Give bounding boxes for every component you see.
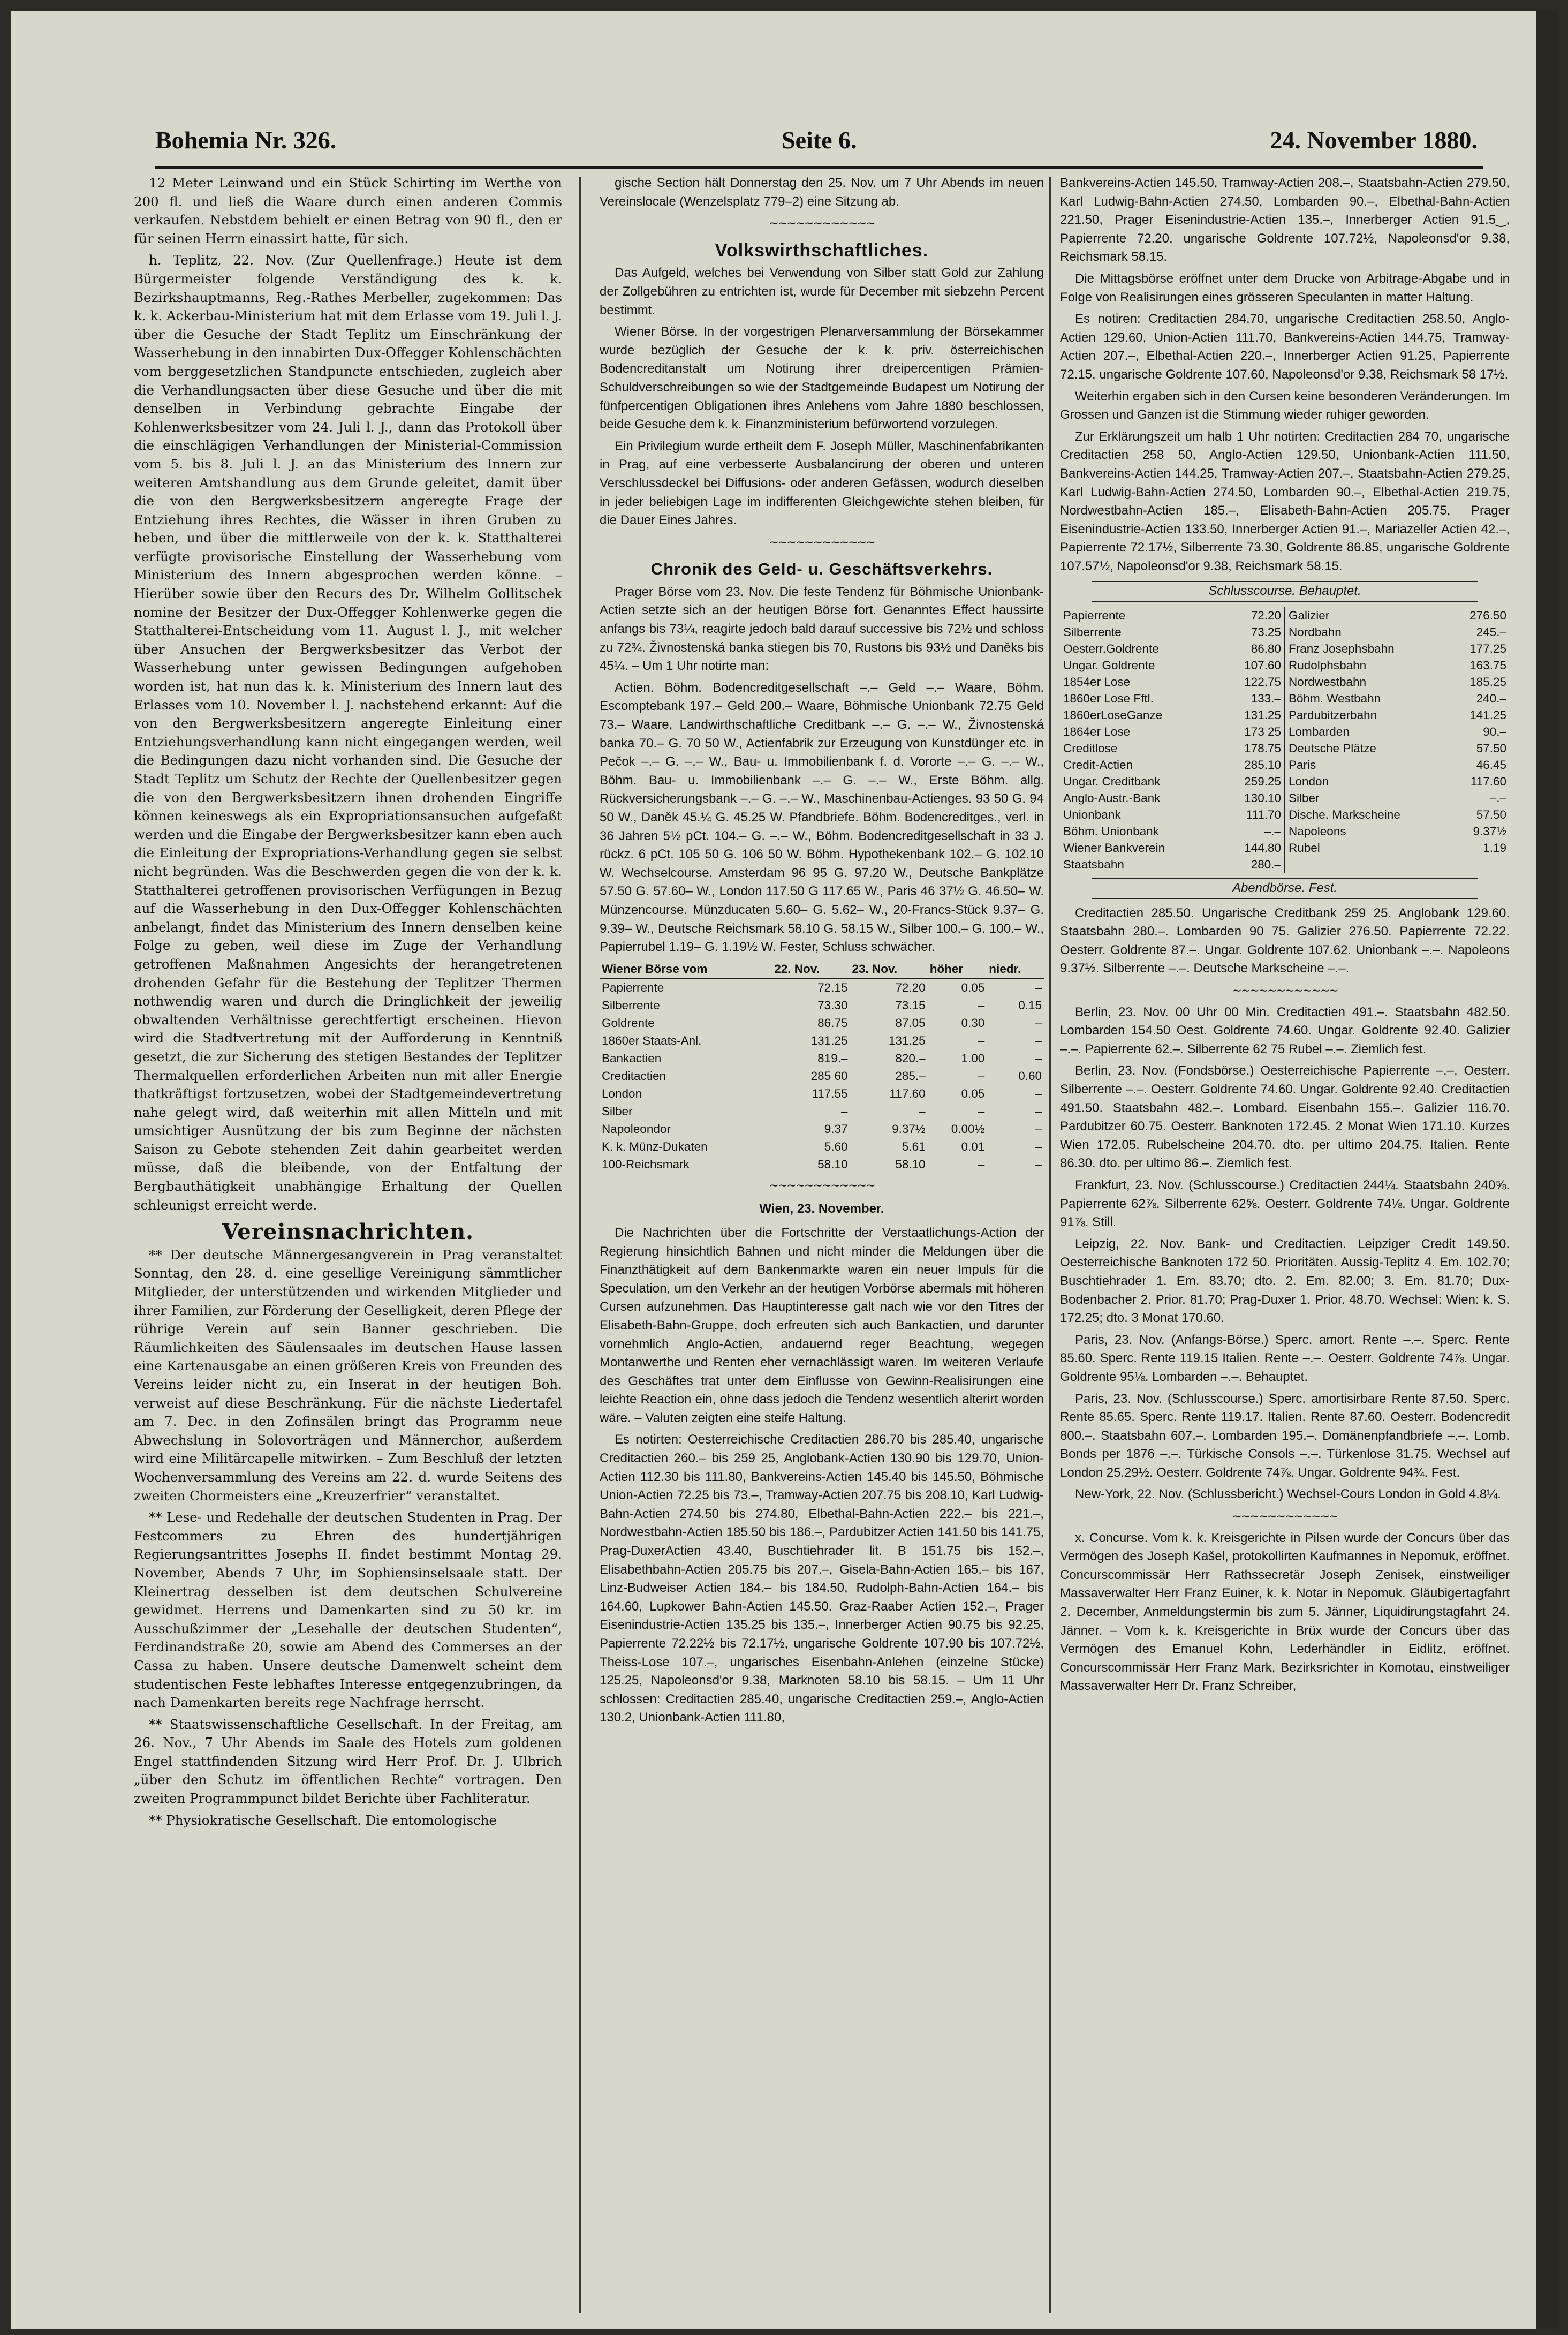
header-date: 24. November 1880. [1270,126,1478,154]
table-cell: 100-Reichsmark [602,1157,690,1171]
article-paragraph: Berlin, 23. Nov. 00 Uhr 00 Min. Creditactien 491.–. Staatsbahn 482.50. Lombarden 154.50 Oest. Goldrente 74.60. Ungar. Goldrente 92.40. Galizier –.–. Papierrente 62.–. Silberrente 62 75 Rubel –.–. Ziemlich fest. [1060,1004,1510,1056]
article-paragraph: Wiener Börse. In der vorgestrigen Plenarversammlung der Börsekammer wurde bezüglich der Gesuche der k. k. priv. österreichischen Bodencreditanstalt um Notirung ihrer dreipercentigen Prämien-Schuldverschreibungen so wie der Stadtgemeinde Budapest um Notirung der fünfpercentigen Obligationen ihres Anlehens vom Jahre 1880 beschlossen, beide Gesuche dem k. k. Finanzministerium befürwortend vorzulegen. [600,324,1044,432]
page-header [155,126,1478,158]
table-cell: 87.05 [895,1016,926,1030]
table-row [600,1102,1044,1120]
newspaper-page [11,11,1558,2329]
quote-name: Nordbahn [1289,625,1342,639]
quote-name: 1860erLoseGanze [1063,708,1163,722]
table-cell: 5.60 [824,1139,848,1153]
table-row [600,1138,1044,1155]
schlusscourse-table [1060,607,1510,873]
article-paragraph: Creditactien 285.50. Ungarische Creditbank 259 25. Anglobank 129.60. Staatsbahn 280.–. Lombarden 90 75. Galizier 276.50. Papierrente 72.22. Oesterr. Goldrente 87.–. Ungar. Goldrente 107.62. Unionbank –.–. Napoleons 9.37½. Silberrente –.–. Deutsche Markscheine –.–. [1060,905,1510,976]
table-cell: Napoleondor [602,1122,671,1136]
quote-name: Böhm. Unionbank [1063,825,1159,838]
table-header-cell: höher [928,960,987,978]
quote-value: 1.19 [1483,841,1506,855]
quote-name: Ungar. Goldrente [1063,659,1155,672]
table-cell: 73.15 [895,998,926,1012]
quote-name: Franz Josephsbahn [1289,642,1395,656]
quote-row [1285,790,1510,806]
quote-value: 90.– [1483,725,1506,739]
quote-row [1060,690,1284,707]
quote-row [1285,757,1510,773]
quote-value: 73.25 [1251,625,1281,639]
table-header-cell: 22. Nov. [772,960,850,978]
quote-row [1060,757,1284,773]
table-cell: 285.– [895,1069,926,1083]
quote-value: 185.25 [1469,675,1506,689]
table-row [600,1085,1044,1102]
quote-value: 111.70 [1246,808,1281,822]
table-cell: 117.60 [889,1086,926,1100]
table-cell: 117.55 [812,1086,848,1100]
table-cell: Silber [602,1104,633,1118]
quote-row [1285,707,1510,723]
quote-name: 1854er Lose [1063,675,1131,689]
decorative-rule: ∼∼∼∼∼∼∼∼∼∼∼∼ [769,1178,875,1192]
article-paragraph: ** Staatswissenschaftliche Gesellschaft. In der Freitag, am 26. Nov., 7 Uhr Abends im Saale des Hotels zum goldenen Engel stattfindenden Sitzung wird Herr Prof. Dr. J. Ulbrich „über den Schutz im öffentlichen Rechte“ vortragen. Den zweiten Programmpunct bildet Berichte über Fachliteratur. [134,1716,562,1807]
quote-name: Rudolphsbahn [1289,659,1367,672]
table-cell: – [1035,1051,1042,1065]
table-cell: 285 60 [810,1069,848,1083]
quote-value: 122.75 [1244,675,1281,689]
quote-value: 57.50 [1476,742,1506,755]
article-paragraph: Das Aufgeld, welches bei Verwendung von Silber statt Gold zur Zahlung der Zollgebühren zu entrichten ist, wurde für December mit siebzehn Percent bestimmt. [600,266,1044,318]
quote-name: Galizier [1289,609,1330,623]
column-1 [134,174,562,2310]
quote-name: Nordwestbahn [1289,675,1367,689]
quote-row [1060,740,1284,757]
quote-row [1060,657,1284,674]
quote-value: 86.80 [1251,642,1281,656]
quote-value: 177.25 [1469,642,1506,656]
table-cell: – [1035,1104,1042,1118]
quote-row [1060,806,1284,823]
article-paragraph: Paris, 23. Nov. (Anfangs-Börse.) Sperc. amort. Rente –.–. Sperc. Rente 85.60. Sperc. Rente 119.15 Italien. Rente –.–. Oesterr. Goldrente 74⅞. Ungar. Goldrente 95⅛. Lombarden –.–. Behauptet. [1060,1332,1510,1384]
article-paragraph: x. Concurse. Vom k. k. Kreisgerichte in Pilsen wurde der Concurs über das Vermögen des Joseph Kašel, protokollirten Kaufmannes in Nepomuk, eröffnet. Concurscommissär Herr Rathssecretär Joseph Zenisek, einstweiliger Massaverwalter Herr Franz Euiner, k. k. Notar in Nepomuk. Gläubigertagfahrt 2. December, Anmeldungstermin bis zum 5. Jänner, Liquidirungstagfahrt 24. Jänner. – Vom k. k. Kreisgerichte in Brüx wurde der Concurs über das Vermögen des Emanuel Kohn, Lederhändler in Eidlitz, eröffnet. Concurscommissär Herr Franz Mark, Bezirksrichter in Komotau, einstweiliger Massaverwalter Herr Dr. Franz Schreiber, [1060,1530,1510,1694]
quote-value: 117.60 [1470,775,1506,789]
quote-row [1285,624,1510,640]
quote-value: 178.75 [1244,742,1281,755]
quote-name: Creditlose [1063,742,1118,755]
article-paragraph: Zur Erklärungszeit um halb 1 Uhr notirten: Creditactien 284 70, ungarische Creditactien 258 50, Anglo-Actien 129.50, Unionbank-Actien 111.50, Bankvereins-Actien 144.25, Tramway-Actien 207.–, Staatsbahn-Actien 279.25, Karl Ludwig-Bahn-Actien 274.50, Lombarden 90.–, Elbethal-Actien 219.75, Nordwestbahn-Actien 185.–, Elisabeth-Bahn-Actien 205.75, Prager Eisenindustrie-Actien 133.50, Innerberger Actien 91.–, Mariazeller Actien 42.–, Papierrente 72.17½, Silberrente 73.30, Goldrente 86.85, ungarische Goldrente 107.57½, Napoleonsd'or 9.38, Reichsmark 58.15. [1060,429,1510,573]
table-cell: 9.37½ [892,1122,926,1136]
table-cell: 819.– [817,1051,848,1065]
table-cell: – [1035,1033,1042,1047]
quote-value: –.– [1264,825,1281,838]
quote-name: Unionbank [1063,808,1121,822]
quote-name: Deutsche Plätze [1289,742,1376,755]
quote-name: Lombarden [1289,725,1350,739]
quote-row [1060,723,1284,740]
quote-value: 9.37½ [1473,825,1506,838]
table-cell: – [1035,1016,1042,1030]
table-cell: Creditactien [602,1069,666,1083]
article-paragraph: gische Section hält Donnerstag den 25. Nov. um 7 Uhr Abends im neuen Vereinslocale (Wenzelsplatz 779–2) eine Sitzung ab. [600,176,1044,209]
quote-row [1285,840,1510,856]
article-paragraph: Paris, 23. Nov. (Schlusscourse.) Sperc. amortisirbare Rente 87.50. Sperc. Rente 85.65. Sperc. Rente 119.17. Italien. Rente 87.60. Oesterr. Bodencredit 800.–. Staatsbahn 607.–. Lombarden 195.–. Domänenpfandbriefe –.–. Lomb. Bonds per 1876 –.–. Türkische Consols –.–. Türkenlose 31.75. Wechsel auf London 25.29½. Oesterr. Goldrente 74⅞. Ungar. Goldrente 94¾. Fest. [1060,1391,1510,1480]
quote-row [1285,607,1510,624]
header-rule [155,166,1483,169]
quote-name: Papierrente [1063,609,1126,623]
page-binding-edge [1536,11,1558,2329]
table-cell: 0.30 [961,1016,985,1030]
section-heading-chronik: Chronik des Geld- u. Geschäftsverkehrs. [650,560,993,579]
quote-value: 46.45 [1476,758,1506,772]
quote-row [1060,790,1284,806]
header-page-number: Seite 6. [782,126,857,154]
article-paragraph: New-York, 22. Nov. (Schlussbericht.) Wechsel-Cours London in Gold 4.8¼. [1075,1487,1501,1502]
quote-row [1285,723,1510,740]
table-row [600,1032,1044,1049]
table-cell: – [840,1104,848,1118]
article-paragraph: Leipzig, 22. Nov. Bank- und Creditactien. Leipziger Credit 149.50. Oesterreichische Banknoten 172 50. Prioritäten. Aussig-Teplitz 4. Em. 102.70; Buschtiehrader 1. Em. 83.70; dto. 2. Em. 82.00; 3. Em. 81.70; Dux-Bodenbacher 2. Prior. 81.70; Prag-Duxer 1. Prior. 48.70. Wechsel: Wien: k. S. 172.25; dto. 3 Monat 170.60. [1060,1236,1510,1326]
quote-name: 1860er Lose Fftl. [1063,692,1154,706]
quote-row [1285,773,1510,790]
quote-row [1060,840,1284,856]
article-paragraph: Berlin, 23. Nov. (Fondsbörse.) Oesterreichische Papierrente –.–. Oesterr. Silberrente –.–. Oesterr. Goldrente 74.60. Ungar. Goldrente 92.40. Creditactien 491.50. Staatsbahn 482.–. Lombard. Eisenbahn 155.–. Galizier 116.70. Pardubitzer 60.75. Oesterr. Banknoten 172.45. 2 Monat Wien 171.10. Kurzes Wien 172.05. Rubelscheine 204.70. dto. per ultimo 204.75. Italien. Rente 86.30. dto. per ultimo 86.–. Ziemlich fest. [1060,1063,1510,1171]
quote-value: 107.60 [1244,659,1281,672]
quote-value: 259.25 [1244,775,1281,789]
quote-name: Pardubitzerbahn [1289,708,1377,722]
quote-value: 245.– [1476,625,1506,639]
quote-value: 240.– [1476,692,1506,706]
table-cell: – [1035,1086,1042,1100]
table-cell: – [919,1104,926,1118]
table-cell: 0.01 [961,1139,985,1153]
article-paragraph: Frankfurt, 23. Nov. (Schlusscourse.) Creditactien 244¼. Staatsbahn 240⅝. Papierrente 62⅞. Silberrente 62⅝. Oesterr. Goldrente 74⅛. Ungar. Goldrente 91⅞. Still. [1060,1177,1510,1230]
table-cell: 1.00 [961,1051,985,1065]
table-cell: Goldrente [602,1016,655,1030]
quote-name: London [1289,775,1329,789]
quote-name: 1864er Lose [1063,725,1131,739]
table-cell: 72.15 [817,980,848,994]
table-header-cell: 23. Nov. [850,960,927,978]
quote-name: Oesterr.Goldrente [1063,642,1159,656]
quote-row [1285,657,1510,674]
decorative-rule: ∼∼∼∼∼∼∼∼∼∼∼∼ [769,216,875,230]
section-heading-vereinsnachrichten: Vereinsnachrichten. [222,1219,474,1245]
quote-name: Ungar. Creditbank [1063,775,1161,789]
quote-value: 285.10 [1244,758,1281,772]
quote-row [1060,607,1284,624]
quote-value: 133.– [1251,692,1281,706]
table-row [600,1049,1044,1067]
quote-value: 131.25 [1244,708,1281,722]
column-divider [1049,177,1051,2313]
quote-row [1285,690,1510,707]
table-cell: 0.05 [961,980,985,994]
article-paragraph: Actien. Böhm. Bodencreditgesellschaft –.– Geld –.– Waare, Böhm. Escomptebank 197.– Geld 200.– Waare, Böhmische Unionbank 72.75 Geld 73.– Waare, Landwirthschaftliche Creditbank –.– G. –.– W., Živnostenská banka 70.– G. 70 50 W., Actienfabrik zur Erzeugung von Kunstdünger etc. in Pečok –.– G. –.– W., Bau- u. Immobilienbank f. d. Vororte –.– G. –.– W., Böhm. Bau- u. Immobilienbank –.– G. –.– W., Erste Böhm. allg. Rückversicherungsbank –.– G. –.– W., Maschinenbau-Actienges. 93 50 G. 94 50 W., Daněk 45.¼ G. 45.25 W. Pfandbriefe. Böhm. Bodencreditges., verl. in 36 Jahren 5½ pCt. 104.– G. –.– W., Böhm. Bodencreditgesellschaft in 33 J. rückz. 6 pCt. 105 50 G. 106 50 W. Böhm. Hypothekenbank 102.– G. 102.10 W. Wechselcourse. Amsterdam 96 95 G. 97.20 W., Deutsche Bankplätze 57.50 G. 57.60– W., London 117.50 G 117.65 W., Paris 46 37½ G. 46.50– W. Münzencourse. Münzducaten 5.60– G. 5.62– W., 20-Francs-Stück 9.37– G. 9.39– W., Deutsche Reichsmark 58.10 G. 58.15 W., Silber 100.– G. 100.– W., Papierrubel 1.19– G. 1.19½ W. Fester, Schluss schwächer. [600,680,1044,955]
quote-name: Dische. Markscheine [1289,808,1400,822]
article-paragraph: Weiterhin ergaben sich in den Cursen keine besonderen Veränderungen. Im Grossen und Ganzen ist die Stimmung wieder ruhiger geworden. [1060,389,1510,422]
table-row [600,1120,1044,1138]
quote-value: 72.20 [1251,609,1281,623]
decorative-rule: ∼∼∼∼∼∼∼∼∼∼∼∼ [769,535,875,549]
article-paragraph: Die Mittagsbörse eröffnet unter dem Drucke von Arbitrage-Abgabe und in Folge von Realisirungen eines grösseren Speculanten in matter Haltung. [1060,271,1510,305]
table-row [600,978,1044,996]
table-cell: 5.61 [902,1139,926,1153]
quote-value: –.– [1489,791,1506,805]
table-cell: Papierrente [602,980,664,994]
article-paragraph: ** Physiokratische Gesellschaft. Die entomologische [149,1812,497,1828]
decorative-rule: ∼∼∼∼∼∼∼∼∼∼∼∼ [1232,984,1338,998]
quote-value: 141.25 [1469,708,1506,722]
quote-row [1060,773,1284,790]
table-cell: Silberrente [602,998,660,1012]
table-cell: – [978,1033,985,1047]
section-heading-volkswirthschaft: Volkswirthschaftliches. [715,240,929,261]
quote-name: Staatsbahn [1063,858,1124,872]
column-3 [1060,174,1510,2310]
table-cell: 0.60 [1018,1069,1042,1083]
article-paragraph: Bankvereins-Actien 145.50, Tramway-Actien 208.–, Staatsbahn-Actien 279.50, Karl Ludwig-Bahn-Actien 274.50, Lombarden 90.–, Elbethal-Bahn-Actien 221.50, Prager Eisenindustrie-Actien 135.–, Innerberger Actien 91.5‿, Papierrente 72.20, ungarische Goldrente 107.72½, Napoleonsd'or 9.38, Reichsmark 58.15. [1060,176,1510,265]
table-cell: – [1035,1157,1042,1171]
table-row [600,1067,1044,1085]
article-paragraph: Es notirten: Oesterreichische Creditactien 286.70 bis 285.40, ungarische Creditactien 260.– bis 259 25, Anglobank-Actien 130.90 bis 129.70, Union-Actien 112.30 bis 111.80, Bankvereins-Actien 145.40 bis 145.50, Böhmische Union-Actien 72.25 bis 73.–, Tramway-Actien 207.75 bis 208.10, Karl Ludwig-Bahn-Actien 274.50 bis 274.80, Elbethal-Bahn-Actien 222.– bis 221.–, Nordwestbahn-Actien 185.50 bis 186.–, Pardubitzer Actien 141.50 bis 141.75, Prag-DuxerActien 43.40, Buschtiehrader lit. B 151.75 bis 152.–, Elisabethbahn-Actien 205.75 bis 207.–, Gisela-Bahn-Actien 165.– bis 167, Linz-Budweiser Actien 184.– bis 184.50, Rudolph-Bahn-Actien 164.– bis 164.60, Lupkower Bahn-Actien 145.50. Graz-Raaber Actien 152.–, Prager Eisenindustrie-Actien 135.25 bis 135.–, Innerberger Actien 90.75 bis 92.25, Papierrente 72.22½ bis 72.17½, ungarische Goldrente 107.90 bis 107.72½, Theiss-Lose 107.–, ungarisches Eisenbahn-Anlehen (einzelne Stücke) 125.25, Napoleonsd'or 9.38, Marknoten 58.10 bis 58.15. – Um 11 Uhr schlossen: Creditactien 285.40, ungarische Creditactien 259.–, Anglo-Actien 130.2, Unionbank-Actien 111.80, [600,1432,1044,1725]
table-cell: – [978,998,985,1012]
article-paragraph: Prager Börse vom 23. Nov. Die feste Tendenz für Böhmische Unionbank-Actien setzte sich an der heutigen Börse fort. Genanntes Effect haussirte anfangs bis 73¼, reagirte jedoch bald darauf successive bis 72½ und schloss zu 72¾. Živnostenská banka stiegen bis 70, Rustons bis 93½ und Daněks bis 45¼. – Um 1 Uhr notirte man: [600,584,1044,674]
quote-row [1285,823,1510,840]
quote-name: Napoleons [1289,825,1346,838]
table-cell: 72.20 [895,980,926,994]
section-heading-wien: Wien, 23. November. [759,1201,884,1216]
quote-name: Credit-Actien [1063,758,1133,772]
quote-name: Silberrente [1063,625,1122,639]
column-divider [579,177,581,2313]
quote-name: Paris [1289,758,1316,772]
quote-row [1060,624,1284,640]
table-cell: 58.10 [817,1157,848,1171]
table-cell: 1860er Staats-Anl. [602,1033,702,1047]
table-cell: 131.25 [810,1033,848,1047]
schlusscourse-right-column [1285,607,1510,873]
wiener-boerse-table [600,960,1044,1173]
quote-name: Böhm. Westbahn [1289,692,1381,706]
table-cell: 58.10 [895,1157,926,1171]
article-paragraph: Es notiren: Creditactien 284.70, ungarische Creditactien 258.50, Anglo-Actien 129.60, Union-Actien 111.70, Bankvereins-Actien 144.75, Tramway-Actien 207.–, Elbethal-Actien 220.–, Innerberger Actien 91.25, Papierrente 72.15, ungarische Goldrente 107.60, Napoleonsd'or 9.38, Reichsmark 58 17½. [1060,312,1510,382]
table-header-cell: niedr. [987,960,1044,978]
table-cell: – [1035,1139,1042,1153]
article-paragraph: ** Der deutsche Männergesangverein in Prag veranstaltet Sonntag, den 28. d. eine gesellige Vereinigung sämmtlicher Mitglieder, der unterstützenden und wirkenden Mitglieder und ihrer Familien, zur Förderung der Geselligkeit, deren Pflege der rührige Verein auf sein Banner geschrieben. Die Räumlichkeiten des Säulensaales im deutschen Hause lassen eine Kartenausgabe an einen größeren Kreis von Freunden des Vereins leider nicht zu, ein Inserat in der heutigen Boh. verweist auf diese Beschränkung. Für die nächste Liedertafel am 7. Dec. in den Zofinsälen bringt das Programm neue Abwechslung in Solovorträgen und Männerchor, außerdem wird eine Militärcapelle mitwirken. – Zum Beschluß der letzten Wochenversammlung des Vereins am 22. d. wurde Seitens des zweiten Chormeisters eine „Kreuzerfrier“ veranstaltet. [134,1246,562,1503]
table-cell: 131.25 [888,1033,926,1047]
quote-name: Silber [1289,791,1320,805]
schlusscourse-left-column [1060,607,1285,873]
header-issue: Bohemia Nr. 326. [155,126,337,154]
table-cell: – [978,1157,985,1171]
table-cell: – [978,1104,985,1118]
quote-name: Anglo-Austr.-Bank [1063,791,1161,805]
table-header-cell: Wiener Börse vom [600,960,772,978]
wiener-boerse-table-body [600,978,1044,1173]
article-paragraph: 12 Meter Leinwand und ein Stück Schirting im Werthe von 200 fl. und ließ die Waare durch einen anderen Commis verkaufen. Nebstdem behielt er einen Betrag von 90 fl., den er für seinen Herrn einassirt hatte, für sich. [134,175,562,246]
table-row [600,996,1044,1014]
quote-row [1285,740,1510,757]
table-cell: Bankactien [602,1051,662,1065]
quote-name: Rubel [1289,841,1320,855]
table-cell: – [1035,1122,1042,1136]
quote-value: 280.– [1251,858,1281,872]
table-cell: K. k. Münz-Dukaten [602,1139,708,1153]
quote-row [1060,856,1284,873]
table-cell: 0.00½ [951,1122,985,1136]
quote-value: 163.75 [1469,659,1506,672]
abendboerse-heading: Abendbörse. Fest. [1092,878,1478,899]
quote-value: 130.10 [1244,791,1281,805]
table-cell: 820.– [895,1051,926,1065]
quote-row [1060,707,1284,723]
quote-value: 144.80 [1244,841,1281,855]
quote-value: 276.50 [1469,609,1506,623]
quote-name: Wiener Bankverein [1063,841,1165,855]
table-cell: 0.15 [1018,998,1042,1012]
quote-value: 173 25 [1244,725,1281,739]
decorative-rule: ∼∼∼∼∼∼∼∼∼∼∼∼ [1232,1509,1338,1523]
table-cell: 73.30 [817,998,848,1012]
article-paragraph: Ein Privilegium wurde ertheilt dem F. Joseph Müller, Maschinenfabrikanten in Prag, auf eine verbesserte Ausbalancirung der oberen und unteren Verschlussdeckel bei Diffusions- oder anderen Gefässen, wodurch dieselben in jeder beliebigen Lage im indifferenten Gleichgewichte stehen bleiben, für die Dauer Eines Jahres. [600,439,1044,528]
article-paragraph: ** Lese- und Redehalle der deutschen Studenten in Prag. Der Festcommers zu Ehren des hundertjährigen Regierungsantrittes Josephs II. findet bestimmt Montag 29. November, Abends 7 Uhr, im Sophiensinselsaale statt. Der Kleinertrag desselben ist dem deutschen Schulvereine gewidmet. Herrens und Damenkarten sind zu 50 kr. im Ausschußzimmer der „Lesehalle der deutschen Studenten“, Ferdinandstraße 20, sowie am Abend des Commerses an der Cassa zu haben. Unsere deutsche Damenwelt scheint dem studentischen Feste lebhaftes Interesse entgegenzubringen, da nach Damenkarten bereits rege Nachfrage herrscht. [134,1509,562,1711]
table-header-row [600,960,1044,978]
article-paragraph: Die Nachrichten über die Fortschritte der Verstaatlichungs-Action der Regierung hinsichtlich Bahnen und nicht minder die Meldungen über die Finanzthätigkeit auf dem Bankenmarkte waren ein neuer Impuls für die Speculation, um den Verkehr an der heutigen Vorbörse abermals mit höheren Cursen aufzunehmen. Das Hauptinteresse galt nach wie vor den Titres der Elisabeth-Bahn-Gruppe, doch erfreuten sich auch Bankactien, und darunter vornehmlich Anglo-Actien, andauernd reger Beachtung, wegegen Montanwerthe und Renten eher vernachlässigt waren. Im weiteren Verlaufe des Geschäftes trat unter dem Einflusse von Gewinn-Realisirungen eine leichte Reaction ein, ohne dass jedoch die Tendenz wesentlich alterirt worden wäre. – Valuten zeigten eine steife Haltung. [600,1225,1044,1425]
table-row [600,1014,1044,1032]
quote-row [1285,674,1510,690]
table-cell: – [978,1069,985,1083]
table-cell: 9.37 [824,1122,848,1136]
table-cell: London [602,1086,642,1100]
column-2 [600,174,1044,2310]
article-paragraph: h. Teplitz, 22. Nov. (Zur Quellenfrage.) Heute ist dem Bürgermeister folgende Verständigung des k. k. Bezirkshauptmanns, Reg.-Rathes Merbeller, zugekommen: Das k. k. Ackerbau-Ministerium hat mit dem Erlasse vom 19. Juli l. J. über die Gesuche der Stadt Teplitz um Einschränkung der Wasserhebung in den innabirten Dux-Offegger Kohlenschächten vom berggesetzlichen Standpuncte entschieden, zugleich aber die Verhandlungsacten über diese Gesuche und über die mit denselben in Verbindung gebrachte Eingabe der Kohlenwerksbesitzer vom 24. Juli l. J., dann das Protokoll über die einschlägigen Verhandlungen der Ministerial-Commission vom 5. bis 8. Juli l. J. an das Ministerium des Innern zur weiteren Amtshandlung aus dem Grunde geleitet, damit über die von den Bergwerksbesitzern angeregte Frage der Entziehung ihres Rechtes, die Wässer in ihren Gruben zu heben, und über die mittlerweile von der k. k. Statthalterei verfügte provisorische Einstellung der Wasserhebung vom Ministerium des Innern abgesprochen werden könne. – Hierüber sowie über den Recurs des Dr. Wilhelm Gollitschek nomine der Besitzer der Dux-Offegger Kohlenwerke gegen die Statthalterei-Entscheidung vom 11. August l. J., mit welcher über Ansuchen der Bergwerksbesitzer das Verbot der Wasserhebung unter gewissen Bedingungen aufgehoben worden ist, hat nun das k. k. Ministerium des Innern laut des Erlasses vom 10. November l. J. nachstehend erkannt: Auf die von den Bergwerksbesitzern angeregte Einleitung einer Entziehungsverhandlung kann nicht eingegangen werden, weil die Bedingungen dazu nicht vorhanden sind. Die Gesuche der Stadt Teplitz um Schutz der Rechte der Quellenbesitzer gegen die von den Bergwerksbesitzern ihnen drohenden Eingriffe können keineswegs als ein Expropriationsansuchen aufgefaßt werden und die Eingabe der Bergwerksbesitzer kann eben auch die Einleitung der Expropriations-Verhandlung gegen sie selbst nicht begründen. Was die Beschwerden gegen die von der k. k. Statthalterei getroffenen provisorischen Verfügungen in Bezug auf die Wasserhebung in den Dux-Offegger Kohlenschächten anbelangt, findet das Ministerium des Innern denselben keine Folge zu geben, weil diese im Zuge der Verhandlung getroffenen Maßnahmen Angesichts der herangetretenen drohenden Gefahr für die Bestehung der Teplitzer Thermen nothwendig waren und durch die Dringlichkeit der jeweilig obwaltenden Verhältnisse gerechtfertigt erscheinen. Hievon wird die Stadtvertretung mit der Aufforderung in Kenntniß gesetzt, die zur Sicherung des stetigen Bestandes der Teplitzer Thermalquellen erforderlichen Arbeiten nun mit aller Energie thatkräftigst fortzusetzen, wobei der Stadtgemeindevertretung nahe gelegt wird, daß weiterhin mit allen Mitteln und mit umsichtiger Ausnützung der bis zum Beginne der nächsten Saison zu Gebote stehenden Zeit dahin gearbeitet werden müsse, daß die bleibende, von der Entfaltung der Bergbauthätigkeit unabhängige Erhaltung der Quellen schleunigst erreicht werde. [134,252,562,1213]
schlusscourse-heading: Schlusscourse. Behauptet. [1092,581,1478,602]
quote-row [1060,823,1284,840]
quote-row [1285,640,1510,657]
table-row [600,1155,1044,1173]
quote-value: 57.50 [1476,808,1506,822]
quote-row [1285,806,1510,823]
quote-row [1060,674,1284,690]
table-cell: 86.75 [817,1016,848,1030]
table-cell: 0.05 [961,1086,985,1100]
table-cell: – [1035,980,1042,994]
quote-row [1060,640,1284,657]
